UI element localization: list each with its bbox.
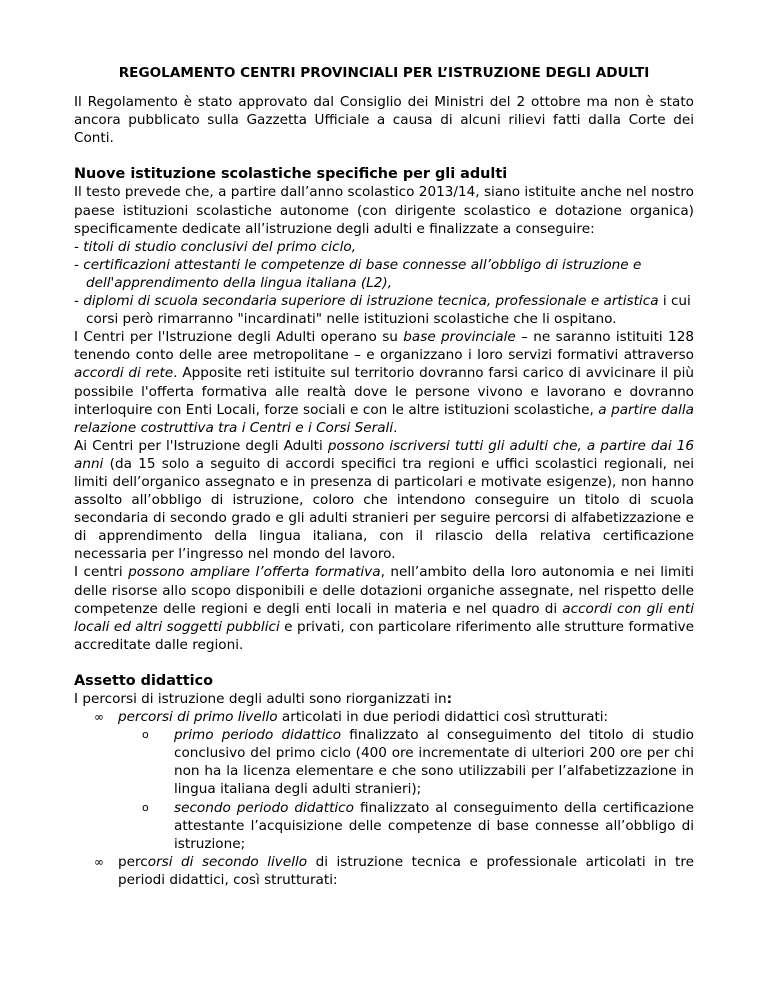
paragraph-percorsi-lead bbox=[74, 690, 694, 708]
text-run: finalizzato al conseguimento della certificazione attestante l’acquisizione delle competenze di base connesse all’obbligo di istruzione; bbox=[174, 799, 694, 852]
list-item-certificazioni-text: - certificazioni attestanti le competenze di base connesse all’obbligo di istruzione e dell'apprendimento della lingua italiana (L2), bbox=[74, 256, 642, 291]
circle-bullet-icon: o bbox=[142, 800, 149, 814]
paragraph-iscrizioni bbox=[74, 437, 694, 564]
text-run: Ai Centri per l'Istruzione degli Adulti bbox=[74, 437, 328, 454]
bullet-item-secondo-livello bbox=[74, 853, 694, 889]
emphasis-run: accordi di rete bbox=[74, 365, 174, 382]
sub-bullet-secondo-periodo bbox=[74, 799, 694, 853]
list-item-diplomi-text: i cui corsi però rimarranno "incardinati" nelle istituzioni scolastiche che li ospitano. bbox=[86, 293, 691, 328]
emphasis-run: percorsi di primo livello bbox=[118, 709, 278, 726]
emphasis-run: primo periodo didattico bbox=[174, 727, 342, 744]
infinity-bullet-icon: ∞ bbox=[94, 710, 104, 725]
list-item-diplomi-emph: - diplomi di scuola secondaria superiore di istruzione tecnica, professionale e artistica bbox=[74, 293, 659, 310]
sub-bullet-primo-periodo bbox=[74, 726, 694, 798]
list-item-diplomi bbox=[74, 292, 694, 328]
text-run: – ne saranno istituiti 128 tenendo conto delle aree metropolitane – e organizzano i loro servizi formativi attraverso bbox=[74, 329, 694, 364]
text-run: articolati in due periodi didattici così strutturati: bbox=[277, 709, 609, 726]
section-heading-istituzioni: Nuove istituzione scolastiche specifiche per gli adulti bbox=[74, 166, 508, 183]
text-run: , nell’ambito della loro autonomia e nei limiti delle risorse allo scopo disponibili e delle dotazioni organiche assegnate, nel rispetto delle competenze delle regioni e degli enti locali in materia e nel quadro di bbox=[74, 564, 694, 617]
paragraph-base-provinciale bbox=[74, 328, 694, 437]
text-run: . bbox=[393, 419, 398, 436]
emphasis-run: accordi con gli enti locali ed altri soggetti pubblici bbox=[74, 600, 694, 635]
list-item-titoli bbox=[74, 238, 694, 256]
text-run: e privati, con particolare riferimento alle strutture formative accreditate dalle regioni. bbox=[74, 618, 695, 653]
emphasis-run: base provinciale bbox=[403, 329, 516, 346]
emphasis-run: possono iscriversi tutti gli adulti che, a partire dai 16 anni bbox=[74, 437, 694, 472]
circle-bullet-icon: o bbox=[142, 728, 149, 742]
infinity-bullet-icon: ∞ bbox=[94, 854, 104, 869]
text-run: (da 15 solo a seguito di accordi specifici tra regioni e uffici scolastici regionali, nei limiti dell’organico assegnato e in presenza di particolari e motivate esigenze), non hanno assolto all’obbligo di istruzione, coloro che intendono conseguire un titolo di scuola secondaria di secondo grado e gli adulti stranieri per seguire percorsi di alfabetizzazione e di apprendimento della lingua italiana, con il rilascio della relativa certificazione necessaria per l’ingresso nel mondo del lavoro. bbox=[74, 455, 694, 563]
spacer bbox=[74, 147, 694, 165]
section-heading-assetto: Assetto didattico bbox=[74, 672, 214, 689]
bold-run: : bbox=[446, 691, 452, 707]
intro-paragraph: Il Regolamento è stato approvato dal Consiglio dei Ministri del 2 ottobre ma non è stato ancora pubblicato sulla Gazzetta Ufficiale a causa di alcuni rilievi fatti dalla Corte dei Conti. bbox=[74, 94, 694, 147]
list-item-titoli-text: - titoli di studio conclusivi del primo ciclo, bbox=[74, 238, 357, 255]
text-run: I Centri per l'Istruzione degli Adulti operano su bbox=[74, 329, 404, 346]
text-run: I percorsi di istruzione degli adulti sono riorganizzati in bbox=[74, 691, 447, 707]
emphasis-run: possono ampliare l’offerta formativa bbox=[128, 564, 381, 581]
page-title: REGOLAMENTO CENTRI PROVINCIALI PER L’ISTRUZIONE DEGLI ADULTI bbox=[118, 65, 650, 81]
text-run: di istruzione tecnica e professionale articolati in tre periodi didattici, così strutturati: bbox=[118, 853, 695, 888]
paragraph-testo-prevede: Il testo prevede che, a partire dall’anno scolastico 2013/14, siano istituite anche nel nostro paese istituzioni scolastiche autonome (con dirigente scolastico e dotazione organica) specificamente dedicate all’istruzione degli adulti e finalizzate a conseguire: bbox=[74, 184, 694, 237]
list-item-certificazioni bbox=[74, 256, 694, 292]
emphasis-run: secondo periodo didattico bbox=[174, 799, 354, 816]
emphasis-run: a partire dalla relazione costruttiva tra i Centri e i Corsi Serali bbox=[74, 401, 695, 436]
paragraph-offerta-formativa bbox=[74, 563, 694, 653]
document-page bbox=[74, 64, 694, 889]
emphasis-run: orsi di secondo livello bbox=[147, 853, 308, 870]
text-run: I centri bbox=[74, 564, 129, 581]
spacer bbox=[74, 654, 694, 672]
bullet-item-primo-livello bbox=[74, 708, 694, 726]
text-run: perc bbox=[118, 853, 148, 870]
text-run: . Apposite reti istituite sul territorio dovranno farsi carico di avvicinare il più possibile l'offerta formativa alle realtà dove le persone vivono e lavorano e dovranno interloquire con Enti Locali, forze sociali e con le altre istituzioni scolastiche, bbox=[74, 365, 694, 418]
text-run: finalizzato al conseguimento del titolo di studio conclusivo del primo ciclo (400 ore incrementate di ulteriori 200 ore per chi non ha la licenza elementare e che sono utilizzabili per l’alfabetizzazione in lingua italiana degli adulti stranieri); bbox=[174, 727, 694, 798]
